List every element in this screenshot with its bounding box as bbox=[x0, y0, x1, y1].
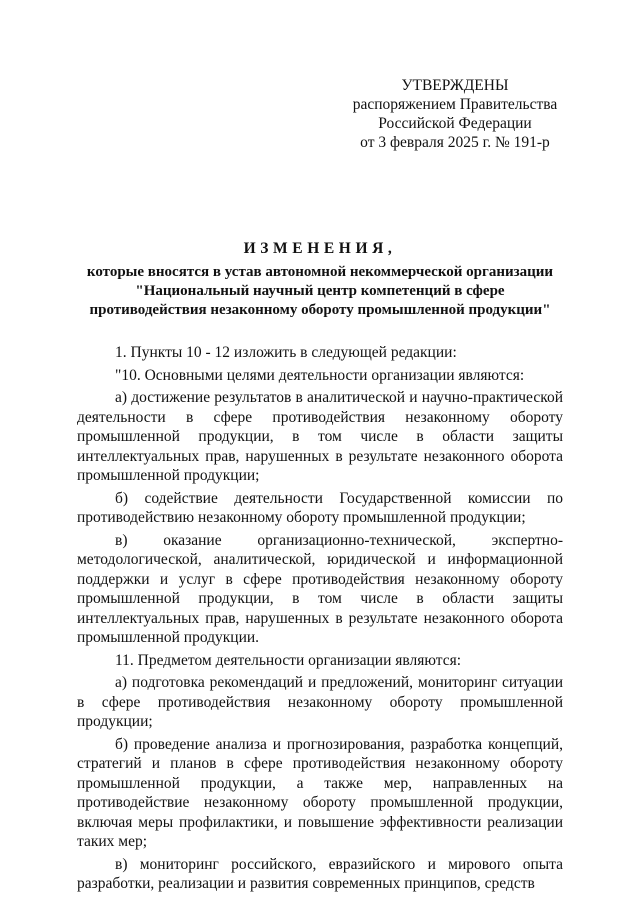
approval-stamp bbox=[330, 76, 580, 152]
paragraph-2: "10. Основными целями деятельности организации являются: bbox=[115, 366, 525, 384]
paragraph-9: в) мониторинг российского, евразийского и мирового опыта разработки, реализации и развития современных принципов, средств bbox=[77, 855, 563, 892]
approval-authority: распоряжением Правительства bbox=[352, 96, 558, 113]
paragraph-5: в) оказание организационно-технической, экспертно-методологической, аналитической, юридической и информационной поддержки и услуг в сфере противодействия незаконному обороту промышленной продукции, в том числе в области защиты интеллектуальных прав, нарушенных в результате незаконного оборота промышленной продукции. bbox=[77, 531, 563, 646]
approval-title: УТВЕРЖДЕНЫ bbox=[401, 77, 509, 94]
approval-date-number: от 3 февраля 2025 г. № 191-р bbox=[360, 134, 550, 151]
paragraph-3: а) достижение результатов в аналитической и научно-практической деятельности в сфере противодействия незаконному обороту промышленной продукции, в том числе в области защиты интеллектуальных прав, нарушенных в результате незаконного оборота промышленной продукции; bbox=[77, 389, 563, 484]
paragraph-1: 1. Пункты 10 - 12 изложить в следующей редакции: bbox=[115, 344, 457, 361]
subtitle-line-2: "Национальный научный центр компетенций в сфере bbox=[135, 283, 505, 299]
approval-country: Российской Федерации bbox=[378, 115, 532, 132]
document-subtitle bbox=[60, 263, 580, 320]
document-title: ИЗМЕНЕНИЯ, bbox=[243, 240, 397, 257]
paragraph-4: б) содействие деятельности Государственной комиссии по противодействию незаконному обороту промышленной продукции; bbox=[77, 489, 563, 526]
document-body bbox=[77, 343, 563, 894]
subtitle-line-3: противодействия незаконному обороту промышленной продукции" bbox=[89, 302, 551, 318]
paragraph-8: б) проведение анализа и прогнозирования, разработка концепций, стратегий и планов в сфере противодействия незаконному обороту промышленной продукции, а также мер, направленных на противодействие незаконному обороту промышленной продукции, включая меры профилактики, и повышение эффективности реализации таких мер; bbox=[77, 735, 563, 850]
paragraph-6: 11. Предметом деятельности организации являются: bbox=[115, 651, 462, 669]
subtitle-line-1: которые вносятся в устав автономной некоммерческой организации bbox=[86, 264, 554, 280]
paragraph-7: а) подготовка рекомендаций и предложений, мониторинг ситуации в сфере противодействия незаконному обороту промышленной продукции; bbox=[77, 674, 563, 730]
